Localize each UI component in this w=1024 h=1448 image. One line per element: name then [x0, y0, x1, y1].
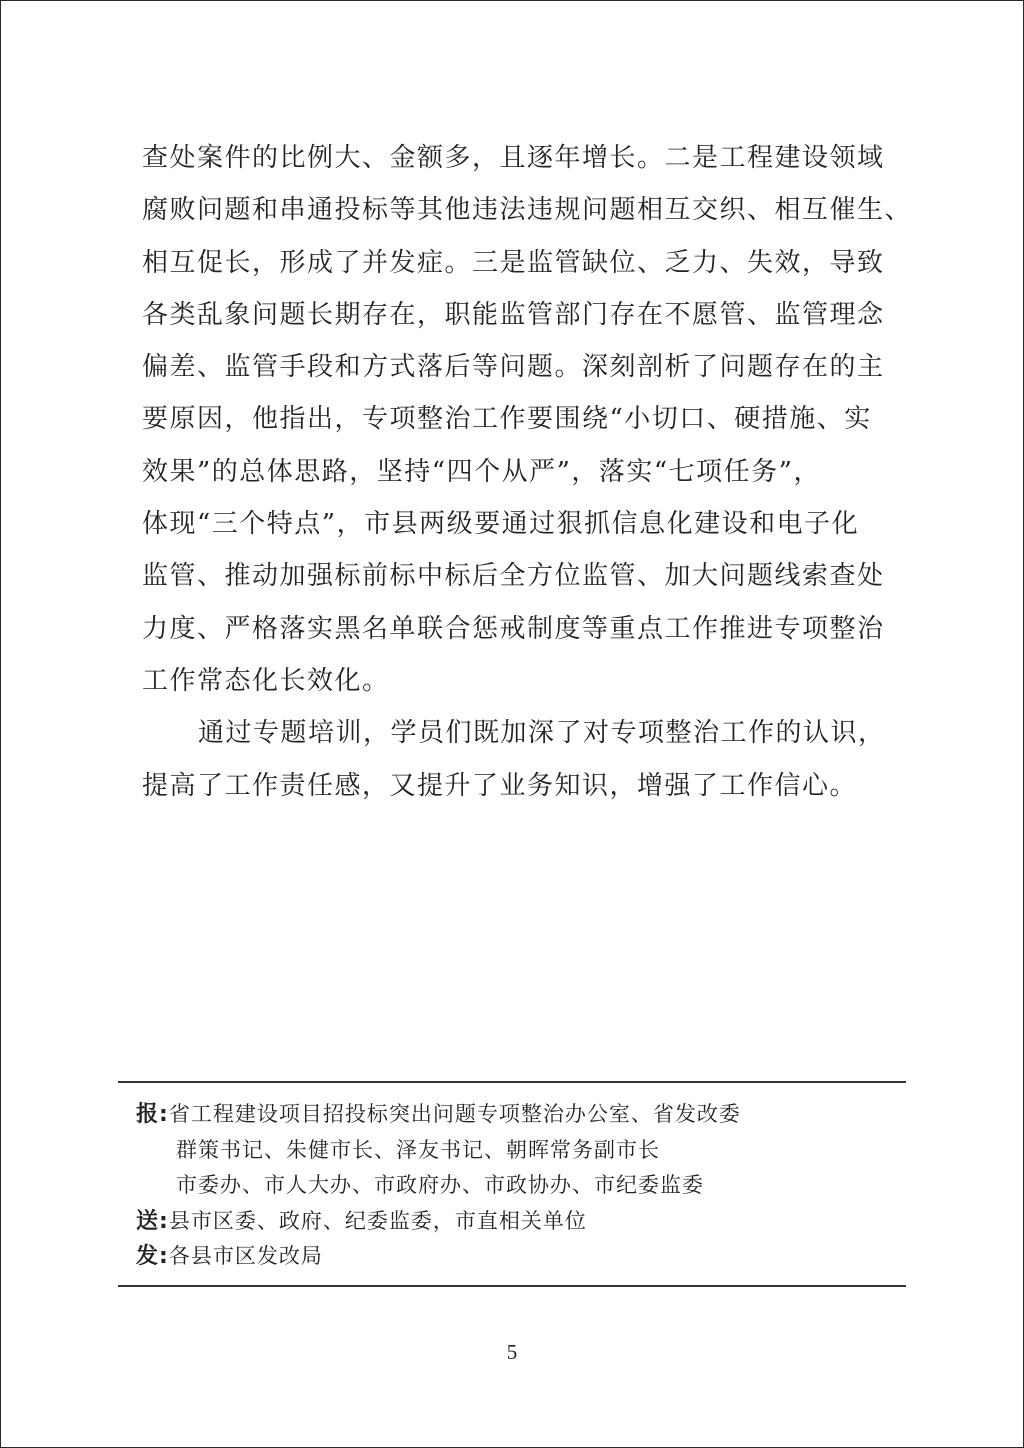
text-line: 效果”的总体思路，坚持“四个从严”，落实“七项任务”，	[142, 456, 821, 487]
report-line: 群策书记、朱健市长、泽友书记、朝晖常务副市长	[176, 1137, 660, 1162]
body-text	[142, 132, 913, 812]
report-line: 省工程建设项目招投标突出问题专项整治办公室、省发改委	[168, 1102, 741, 1126]
text-line: 要原因，他指出，专项整治工作要围绕“小切口、硬措施、实	[142, 404, 872, 435]
report-label: 报	[136, 1102, 160, 1127]
paragraph-1	[142, 132, 913, 707]
report-row-continued	[136, 1168, 896, 1204]
text-line: 相互促长，形成了并发症。三是监管缺位、乏力、失效，导致	[142, 247, 885, 278]
send-text: 县市区委、政府、纪委监委，市直相关单位	[168, 1208, 587, 1233]
page-number: 5	[506, 1340, 518, 1364]
send-colon: :	[159, 1208, 169, 1234]
report-line: 市委办、市人大办、市政府办、市政协办、市纪委监委	[176, 1173, 704, 1197]
paragraph-2	[142, 707, 887, 812]
text-line: 通过专题培训，学员们既加深了对专项整治工作的认识，	[198, 718, 886, 749]
text-line: 体现“三个特点”，市县两级要通过狠抓信息化建设和电子化	[142, 509, 860, 540]
report-row-continued	[136, 1133, 896, 1169]
text-line: 力度、严格落实黑名单联合惩戒制度等重点工作推进专项整治	[142, 613, 885, 644]
text-line: 各类乱象问题长期存在，职能监管部门存在不愿管、监管理念	[142, 299, 885, 330]
issue-colon: :	[159, 1244, 169, 1269]
text-line: 腐败问题和串通投标等其他违法违规问题相互交织、相互催生、	[142, 195, 913, 226]
text-line: 监管、推动加强标前标中标后全方位监管、加大问题线索查处	[142, 561, 885, 592]
issue-label: 发	[136, 1244, 160, 1269]
text-line: 偏差、监管手段和方式落后等问题。深刻剖析了问题存在的主	[142, 352, 885, 383]
distribution-list	[136, 1097, 896, 1275]
send-row	[136, 1204, 896, 1240]
text-line: 查处案件的比例大、金额多，且逐年增长。二是工程建设领域	[142, 143, 885, 173]
distribution-top-rule	[118, 1081, 906, 1083]
text-line: 工作常态化长效化。	[142, 665, 390, 696]
report-row	[136, 1097, 896, 1133]
send-label: 送	[136, 1208, 160, 1234]
issue-text: 各县市区发改局	[168, 1244, 323, 1268]
text-line: 提高了工作责任感，又提升了业务知识，增强了工作信心。	[142, 770, 858, 801]
issue-row	[136, 1239, 896, 1275]
distribution-bottom-rule	[118, 1285, 906, 1287]
report-colon: :	[159, 1102, 169, 1127]
